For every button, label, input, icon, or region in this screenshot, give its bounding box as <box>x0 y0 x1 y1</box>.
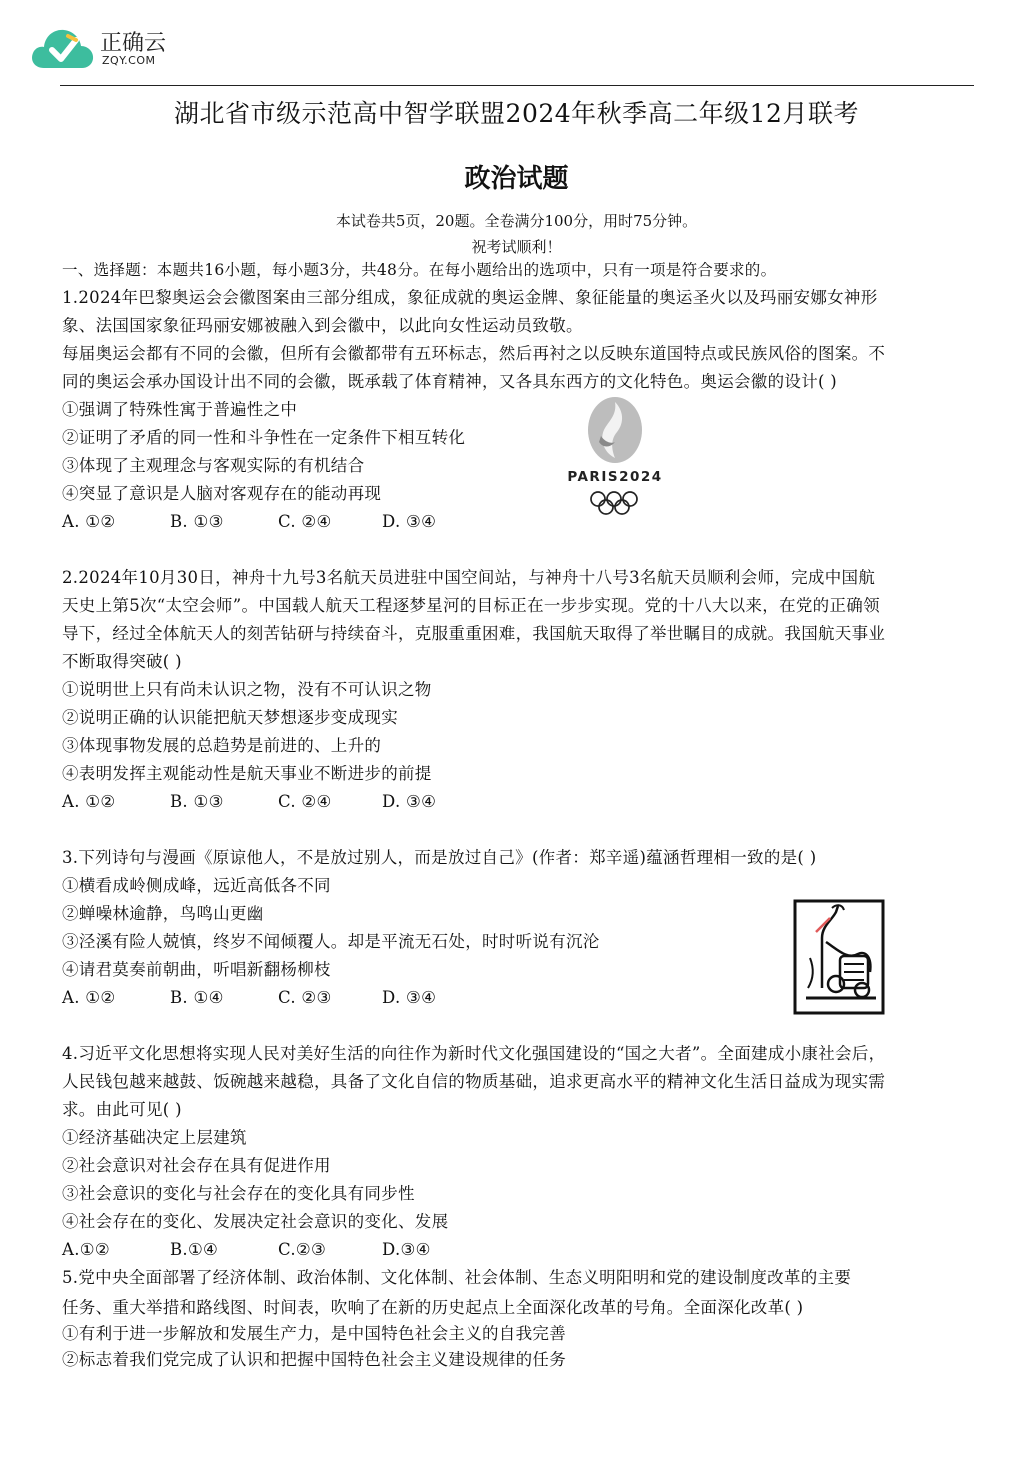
emblem-text: PARIS2024 <box>567 469 663 485</box>
q3-item: ③泾溪有险人兢慎，终岁不闻倾覆人。却是平流无石处，时时听说有沉沦 <box>62 932 600 951</box>
q5-item: ②标志着我们党完成了认识和把握中国特色社会主义建设规律的任务 <box>62 1350 566 1369</box>
section-heading: 一、选择题：本题共16小题，每小题3分，共48分。在每小题给出的选项中，只有一项是符合要求的。 <box>62 261 777 279</box>
exam-title: 湖北省市级示范高中智学联盟2024年秋季高二年级12月联考 <box>174 99 859 128</box>
option-a: A.①② <box>62 1240 110 1259</box>
brand-logo <box>30 22 180 74</box>
option-d: D.③④ <box>382 1240 431 1259</box>
q3-item: ①横看成岭侧成峰，远近高低各不同 <box>62 876 331 895</box>
option-c: C. ②④ <box>278 512 332 531</box>
option-a: A. ①② <box>62 988 116 1007</box>
option-d: D. ③④ <box>382 792 437 811</box>
cartoon-illustration <box>792 898 888 1016</box>
q1-line: 同的奥运会承办国设计出不同的会徽，既承载了体育精神，又各具东西方的文化特色。奥运会徽的设计( ) <box>62 372 838 391</box>
exam-info: 本试卷共5页，20题。全卷满分100分，用时75分钟。 <box>335 212 698 230</box>
option-b: B.①④ <box>170 1240 219 1259</box>
option-a: A. ①② <box>62 512 116 531</box>
header-divider <box>60 85 974 86</box>
option-a: A. ①② <box>62 792 116 811</box>
logo-url: ZQY.COM <box>102 54 156 67</box>
option-b: B. ①④ <box>170 988 224 1007</box>
q2-item: ③体现事物发展的总趋势是前进的、上升的 <box>62 736 382 755</box>
q2-item: ②说明正确的认识能把航天梦想逐步变成现实 <box>62 708 398 727</box>
paris-2024-emblem <box>565 392 665 524</box>
q3-item: ④请君莫奏前朝曲，听唱新翻杨柳枝 <box>62 960 331 979</box>
q1-line: 象、法国国家象征玛丽安娜被融入到会徽中，以此向女性运动员致敬。 <box>62 316 583 335</box>
q3-options <box>62 988 436 1008</box>
q2-item: ①说明世上只有尚未认识之物，没有不可认识之物 <box>62 680 432 699</box>
q4-line: 人民钱包越来越鼓、饭碗越来越稳，具备了文化自信的物质基础，追求更高水平的精神文化生活日益成为现实需 <box>62 1072 886 1091</box>
q1-item: ①强调了特殊性寓于普遍性之中 <box>62 400 298 419</box>
exam-subject: 政治试题 <box>464 164 569 194</box>
q1-item: ③体现了主观理念与客观实际的有机结合 <box>62 456 365 475</box>
option-c: C. ②③ <box>278 988 332 1007</box>
q2-line: 不断取得突破( ) <box>62 652 182 671</box>
option-b: B. ①③ <box>170 512 224 531</box>
q1-line: 每届奥运会都有不同的会徽，但所有会徽都带有五环标志，然后再衬之以反映东道国特点或民族风俗的图案。不 <box>62 344 886 363</box>
q4-options <box>62 1240 431 1260</box>
q1-line: 1.2024年巴黎奥运会会徽图案由三部分组成，象征成就的奥运金牌、象征能量的奥运圣火以及玛丽安娜女神形 <box>62 288 878 307</box>
q1-options <box>62 512 436 532</box>
q4-item: ①经济基础决定上层建筑 <box>62 1128 247 1147</box>
option-d: D. ③④ <box>382 988 437 1007</box>
q4-line: 求。由此可见( ) <box>62 1100 182 1119</box>
q4-item: ③社会意识的变化与社会存在的变化具有同步性 <box>62 1184 415 1203</box>
option-c: C. ②④ <box>278 792 332 811</box>
option-b: B. ①③ <box>170 792 224 811</box>
q2-line: 2.2024年10月30日，神舟十九号3名航天员进驻中国空间站，与神舟十八号3名航天员顺利会师，完成中国航 <box>62 568 876 587</box>
cloud-check-icon <box>30 22 96 74</box>
q1-item: ④突显了意识是人脑对客观存在的能动再现 <box>62 484 382 503</box>
q2-line: 天史上第5次“太空会师”。中国载人航天工程逐梦星河的目标正在一步步实现。党的十八大以来，在党的正确领 <box>62 596 880 615</box>
exam-wish: 祝考试顺利！ <box>471 238 562 256</box>
q2-options <box>62 792 436 812</box>
q4-item: ②社会意识对社会存在具有促进作用 <box>62 1156 331 1175</box>
q2-item: ④表明发挥主观能动性是航天事业不断进步的前提 <box>62 764 432 783</box>
option-c: C.②③ <box>278 1240 327 1259</box>
q4-item: ④社会存在的变化、发展决定社会意识的变化、发展 <box>62 1212 449 1231</box>
q3-item: ②蝉噪林逾静，鸟鸣山更幽 <box>62 904 264 923</box>
q5-item: ①有利于进一步解放和发展生产力，是中国特色社会主义的自我完善 <box>62 1324 566 1343</box>
q5-line: 任务、重大举措和路线图、时间表，吹响了在新的历史起点上全面深化改革的号角。全面深化改革( ) <box>62 1298 804 1317</box>
q2-line: 导下，经过全体航天人的刻苦钻研与持续奋斗，克服重重困难，我国航天取得了举世瞩目的成就。我国航天事业 <box>62 624 886 643</box>
q1-item: ②证明了矛盾的同一性和斗争性在一定条件下相互转化 <box>62 428 466 447</box>
logo-name: 正确云 <box>100 31 167 56</box>
option-d: D. ③④ <box>382 512 437 531</box>
q3-line: 3.下列诗句与漫画《原谅他人，不是放过别人，而是放过自己》(作者：郑辛遥)蕴涵哲理相一致的是( ) <box>62 848 817 867</box>
q4-line: 4.习近平文化思想将实现人民对美好生活的向往作为新时代文化强国建设的“国之大者”。全面建成小康社会后， <box>62 1044 886 1063</box>
q5-line: 5.党中央全面部署了经济体制、政治体制、文化体制、社会体制、生态义明阳明和党的建设制度改革的主要 <box>62 1268 852 1287</box>
